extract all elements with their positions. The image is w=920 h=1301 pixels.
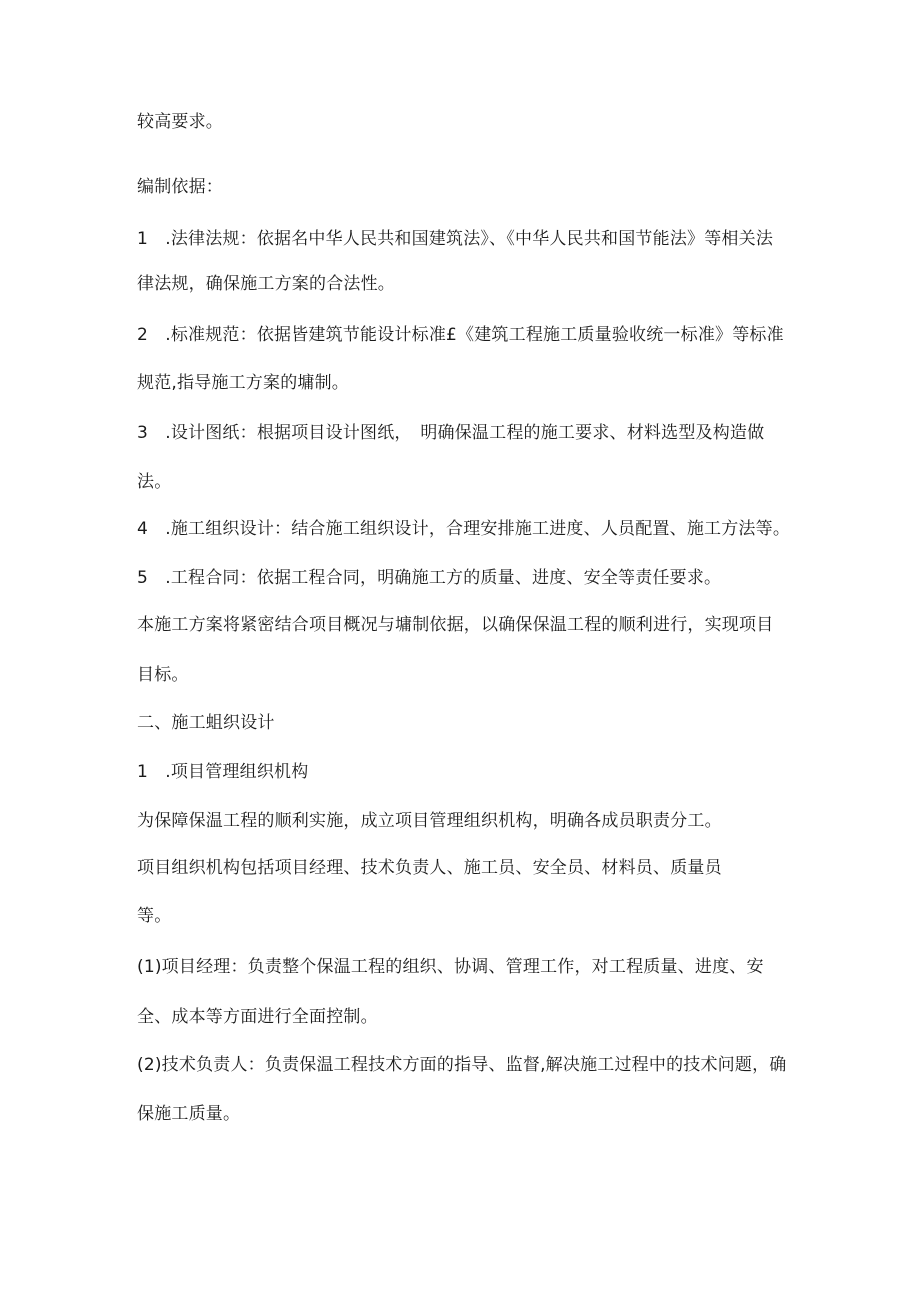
section-heading: 二、施工蛆织设计 [137, 713, 275, 733]
text-line: 编制依据： [137, 177, 223, 197]
text-line: 保施工质量。 [137, 1104, 241, 1124]
text-line: 法。 [137, 472, 172, 492]
text-line: 项目组织机构包括项目经理、技术负责人、施工员、安全员、材料员、质量员 [137, 858, 722, 878]
text-line: 本施工方案将紧密结合项目概况与墉制依据，以确保保温工程的顺利进行，实现项目 [137, 615, 774, 635]
text-line: 较高要求。 [137, 112, 223, 132]
text-line: 目标。 [137, 665, 189, 685]
text-line: 4 .施工组织设计：结合施工组织设计，合理安排施工进度、人员配置、施工方法等。 [137, 519, 791, 539]
text-line: 规范,指导施工方案的墉制。 [137, 373, 350, 393]
text-line: 1 .法律法规：依据名中华人民共和国建筑法》、《中华人民共和国节能法》等相关法 [137, 229, 774, 249]
text-line: (2)技术负责人：负责保温工程技术方面的指导、监督,解决施工过程中的技术问题，确 [137, 1055, 787, 1075]
text-line: 为保障保温工程的顺利实施，成立项目管理组织机构，明确各成员职责分工。 [137, 811, 722, 831]
text-line: 3 .设计图纸：根据项目设计图纸， 明确保温工程的施工要求、材料选型及构造做 [137, 423, 765, 443]
text-line: (1)项目经理：负责整个保温工程的组织、协调、管理工作，对工程质量、进度、安 [137, 957, 764, 977]
text-line: 全、成本等方面进行全面控制。 [137, 1007, 378, 1027]
text-line: 律法规，确保施工方案的合法性。 [137, 274, 395, 294]
text-line: 等。 [137, 906, 172, 926]
subsection-heading: 1 .项目管理组织机构 [137, 762, 309, 782]
text-line: 2 .标准规范：依据皆建筑节能设计标准£《建筑工程施工质量验收统一标准》等标准 [137, 325, 784, 345]
text-line: 5 .工程合同：依据工程合同，明确施工方的质量、进度、安全等责任要求。 [137, 568, 722, 588]
